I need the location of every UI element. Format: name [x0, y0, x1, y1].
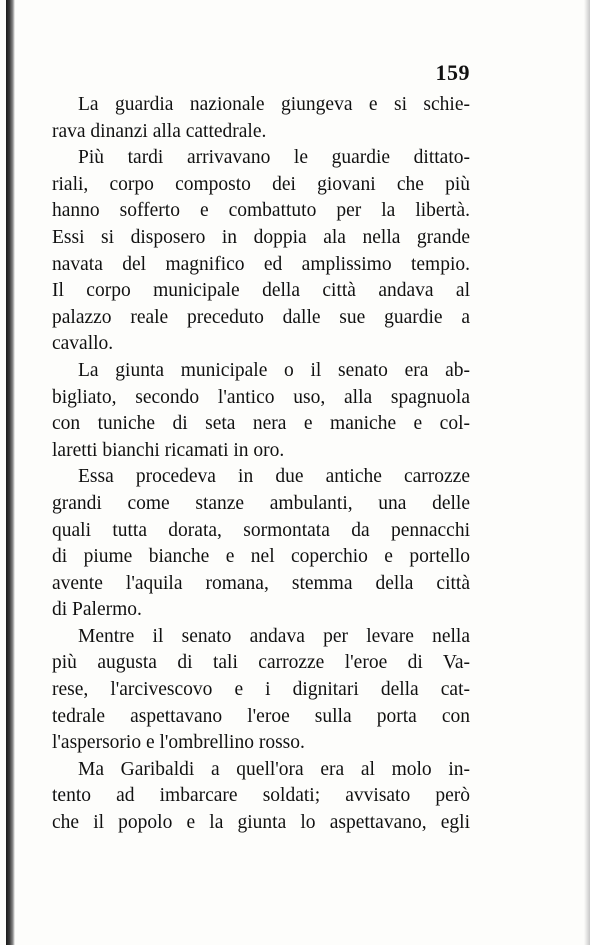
text-line: più augusta di tali carrozze l'eroe di Va-	[52, 652, 470, 674]
text-line: tedrale aspettavano l'eroe sulla porta con	[52, 705, 470, 727]
text-line: riali, corpo composto dei giovani che più	[52, 173, 470, 195]
page-number: 159	[435, 60, 470, 85]
page-right-edge	[584, 0, 590, 945]
text-line: rese, l'arcivescovo e i dignitari della cat-	[52, 679, 470, 701]
text-line: hanno sofferto e combattuto per la libertà.	[52, 200, 470, 222]
text-line: bigliato, secondo l'antico uso, alla spagnuola	[52, 386, 470, 408]
text-line: che il popolo e la giunta lo aspettavano, egli	[52, 812, 470, 834]
text-line: con tuniche di seta nera e maniche e col-	[52, 413, 470, 435]
text-line: navata del magnifico ed amplissimo tempio.	[52, 253, 470, 275]
text-line: avente l'aquila romana, stemma della città	[52, 572, 470, 594]
text-line: Essi si disposero in doppia ala nella grande	[52, 226, 470, 248]
text-line: Il corpo municipale della città andava al	[52, 280, 470, 302]
text-line: l'aspersorio e l'ombrellino rosso.	[52, 732, 305, 754]
text-line: grandi come stanze ambulanti, una delle	[52, 492, 470, 514]
text-line: rava dinanzi alla cattedrale.	[52, 120, 267, 142]
text-line: laretti bianchi ricamati in oro.	[52, 439, 285, 461]
text-line: tento ad imbarcare soldati; avvisato però	[52, 785, 470, 807]
text-line: di piume bianche e nel coperchio e portello	[52, 546, 470, 568]
text-line: Mentre il senato andava per levare nella	[78, 625, 470, 647]
text-line: palazzo reale preceduto dalle sue guardie a	[52, 306, 470, 328]
text-line: La guardia nazionale giungeva e si schie-	[78, 94, 470, 115]
text-line: La giunta municipale o il senato era ab-	[78, 359, 470, 381]
text-line: Più tardi arrivavano le guardie dittato-	[78, 147, 470, 169]
text-line: Essa procedeva in due antiche carrozze	[78, 466, 470, 488]
text-line: di Palermo.	[52, 599, 142, 621]
text-line: Ma Garibaldi a quell'ora era al molo in-	[78, 758, 470, 780]
text-line: cavallo.	[52, 333, 114, 355]
page-binding-edge	[6, 0, 15, 945]
body-text	[52, 92, 470, 837]
text-line: quali tutta dorata, sormontata da pennacchi	[52, 519, 470, 541]
